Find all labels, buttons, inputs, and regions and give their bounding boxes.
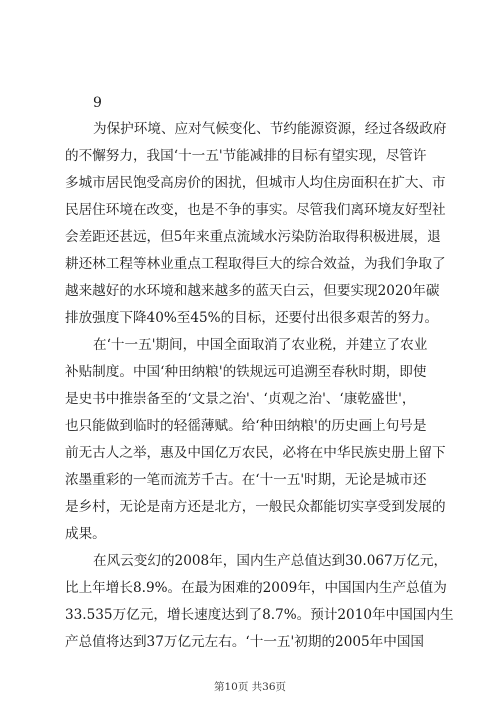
paragraph-2-line-5: 前无古人之举，惠及中国亿万农民，必将在中华民族史册上留下: [65, 445, 446, 461]
paragraph-2-line-6: 浓墨重彩的一笔而流芳千古。在‘十一五'时期，无论是城市还: [65, 472, 427, 488]
paragraph-1-line-5: 会差距还甚远，但5年来重点流域水污染防治取得积极进展，退: [65, 229, 441, 245]
body-text: [65, 116, 454, 656]
paragraph-1-line-2: 的不懈努力，我国‘十一五'节能减排的目标有望实现，尽管许: [65, 148, 427, 164]
paragraph-1-line-3: 多城市居民饱受高房价的困扰，但城市人均住房面积在扩大、市: [65, 175, 446, 191]
paragraph-1-line-8: 排放强度下降40%至45%的目标，还要付出很多艰苦的努力。: [65, 310, 439, 326]
paragraph-1-line-4: 民居住环境在改变，也是不争的事实。尽管我们离环境友好型社: [65, 202, 446, 218]
paragraph-2-line-7: 是乡村，无论是南方还是北方，一般民众都能切实享受到发展的: [65, 499, 446, 515]
paragraph-2-line-3: 是史书中推崇备至的‘文景之治'、‘贞观之治'、‘康乾盛世'，: [65, 391, 416, 407]
paragraph-3-line-1: 在风云变幻的2008年，国内生产总值达到30.067万亿元，: [93, 553, 448, 569]
paragraph-3-line-3: 33.535万亿元，增长速度达到了8.7%。预计2010年中国国内生: [65, 607, 454, 623]
page-footer: 第10页 共36页: [213, 681, 287, 693]
page-top-number: 9: [93, 95, 102, 111]
paragraph-2-line-1: 在‘十一五'期间，中国全面取消了农业税，并建立了农业: [93, 337, 428, 353]
paragraph-3-line-4: 产总值将达到37万亿元左右。‘十一五'初期的2005年中国国: [65, 634, 425, 650]
paragraph-1-line-6: 耕还林工程等林业重点工程取得巨大的综合效益，为我们争取了: [65, 256, 446, 272]
paragraph-3-line-2: 比上年增长8.9%。在最为困难的2009年，中国国内生产总值为: [65, 580, 447, 596]
paragraph-2-line-2: 补贴制度。中国‘种田纳粮'的铁规远可追溯至春秋时期，即使: [65, 364, 427, 380]
paragraph-2-line-8: 成果。: [65, 526, 106, 542]
paragraph-1-line-1: 为保护环境、应对气候变化、节约能源资源，经过各级政府: [93, 121, 447, 137]
paragraph-1-line-7: 越来越好的水环境和越来越多的蓝天白云，但要实现2020年碳: [65, 283, 440, 299]
paragraph-2-line-4: 也只能做到临时的轻徭薄赋。给‘种田纳粮'的历史画上句号是: [65, 418, 427, 434]
